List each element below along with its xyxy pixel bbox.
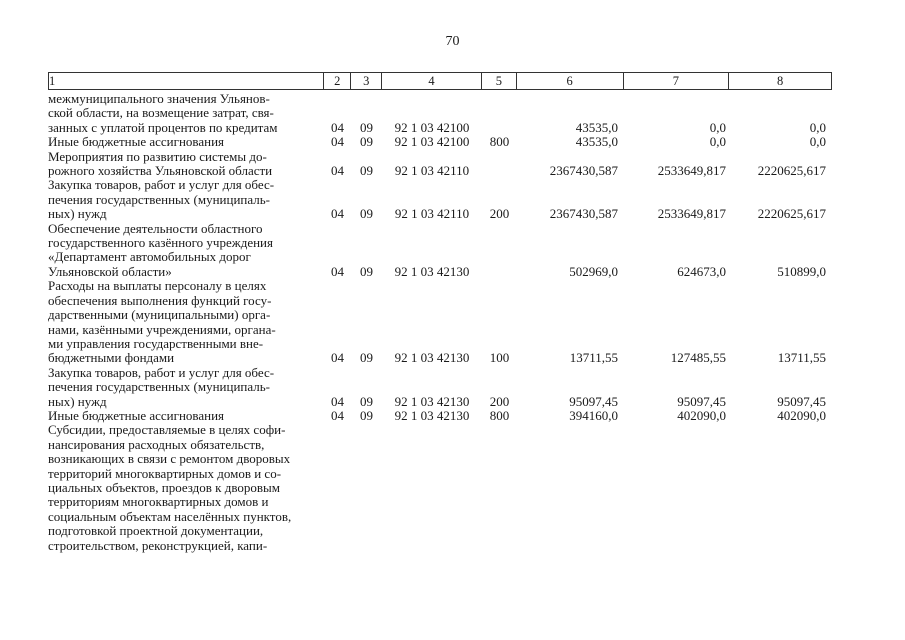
description-line: Субсидии, предоставляемые в целях софи- <box>48 422 286 438</box>
description-line: дарственными (муниципальными) орга- <box>48 307 271 323</box>
amount-col-8: 95097,45 <box>777 393 826 409</box>
amount-col-8: 0,0 <box>809 119 826 135</box>
column-header: 8 <box>777 74 784 88</box>
target-article-code: 92 1 03 42110 <box>394 206 470 222</box>
column-header: 3 <box>351 73 382 89</box>
column-header: 1 <box>49 73 324 89</box>
section-code: 04 <box>331 393 344 409</box>
description-line: Иные бюджетные ассигнования <box>48 407 225 423</box>
description-line: территорий многоквартирных домов и со- <box>48 465 282 481</box>
amount-col-7: 127485,55 <box>670 350 726 366</box>
table-header <box>48 72 832 90</box>
expense-type-code: 800 <box>489 134 510 150</box>
description-line: Закупка товаров, работ и услуг для обес- <box>48 364 275 380</box>
section-code: 04 <box>331 263 344 279</box>
target-article-code: 92 1 03 42100 <box>394 119 470 135</box>
description-line: бюджетными фондами <box>48 350 175 366</box>
row-description <box>48 279 324 365</box>
amount-col-7: 2533649,817 <box>657 206 726 222</box>
description-line: ных) нужд <box>48 393 107 409</box>
description-line: Расходы на выплаты персоналу в целях <box>48 278 267 294</box>
row-description <box>48 135 324 149</box>
row-description <box>48 178 324 221</box>
row-description <box>48 222 324 280</box>
table-row <box>48 135 832 149</box>
amount-col-7: 624673,0 <box>677 263 726 279</box>
subsection-code: 09 <box>360 206 373 222</box>
target-article-code: 92 1 03 42130 <box>394 393 470 409</box>
amount-col-7: 2533649,817 <box>657 163 726 179</box>
row-description <box>48 150 324 179</box>
column-header: 6 <box>517 73 624 89</box>
section-code: 04 <box>331 206 344 222</box>
section-code: 04 <box>331 134 344 150</box>
amount-col-8: 13711,55 <box>777 350 826 366</box>
column-header: 2 <box>324 73 351 89</box>
amount-col-7: 0,0 <box>709 119 726 135</box>
subsection-code: 09 <box>360 134 373 150</box>
amount-col-8: 2220625,617 <box>757 163 826 179</box>
description-line: занных с уплатой процентов по кредитам <box>48 119 278 135</box>
target-article-code: 92 1 03 42130 <box>394 407 470 423</box>
amount-col-6: 43535,0 <box>575 119 618 135</box>
section-code: 04 <box>331 407 344 423</box>
description-line: территориям многоквартирных домов и <box>48 494 269 510</box>
table-row <box>48 366 832 409</box>
description-line: Ульяновской области» <box>48 263 172 279</box>
column-header: 4 <box>382 73 482 89</box>
amount-col-8: 2220625,617 <box>757 206 826 222</box>
description-line: подготовкой проектной документации, <box>48 523 264 539</box>
amount-col-7: 0,0 <box>709 134 726 150</box>
amount-col-8: 402090,0 <box>777 407 826 423</box>
description-line: циальных объектов, проездов к дворовым <box>48 479 281 495</box>
table-row <box>48 423 832 553</box>
amount-col-8: 0,0 <box>809 134 826 150</box>
description-line: Закупка товаров, работ и услуг для обес- <box>48 177 275 193</box>
description-line: ской области, на возмещение затрат, свя- <box>48 105 274 121</box>
description-line: печения государственных (муниципаль- <box>48 191 271 207</box>
table-row <box>48 178 832 221</box>
subsection-code: 09 <box>360 407 373 423</box>
amount-col-6: 95097,45 <box>569 393 618 409</box>
amount-col-6: 2367430,587 <box>549 206 618 222</box>
description-line: Иные бюджетные ассигнования <box>48 134 225 150</box>
amount-col-7: 402090,0 <box>677 407 726 423</box>
expense-type-code: 100 <box>489 350 510 366</box>
amount-col-6: 13711,55 <box>569 350 618 366</box>
description-line: обеспечения выполнения функций госу- <box>48 292 272 308</box>
table-row <box>48 92 832 135</box>
amount-col-6: 502969,0 <box>569 263 618 279</box>
description-line: строительством, реконструкцией, капи- <box>48 537 268 553</box>
amount-col-6: 43535,0 <box>575 134 618 150</box>
table-row <box>48 279 832 365</box>
description-line: рожного хозяйства Ульяновской области <box>48 163 273 179</box>
description-line: «Департамент автомобильных дорог <box>48 249 251 265</box>
subsection-code: 09 <box>360 393 373 409</box>
table-body <box>48 92 832 553</box>
table-row <box>48 222 832 280</box>
row-description <box>48 423 324 553</box>
description-line: печения государственных (муниципаль- <box>48 379 271 395</box>
budget-table <box>48 72 832 553</box>
target-article-code: 92 1 03 42100 <box>394 134 470 150</box>
subsection-code: 09 <box>360 119 373 135</box>
amount-col-6: 2367430,587 <box>549 163 618 179</box>
row-description <box>48 409 324 423</box>
subsection-code: 09 <box>360 350 373 366</box>
section-code: 04 <box>331 119 344 135</box>
description-line: межмуниципального значения Ульянов- <box>48 91 270 106</box>
expense-type-code: 800 <box>489 407 510 423</box>
description-line: Мероприятия по развитию системы до- <box>48 148 267 164</box>
row-description <box>48 92 324 135</box>
target-article-code: 92 1 03 42110 <box>394 163 470 179</box>
table-row <box>48 150 832 179</box>
subsection-code: 09 <box>360 263 373 279</box>
amount-col-7: 95097,45 <box>677 393 726 409</box>
expense-type-code: 200 <box>489 393 510 409</box>
description-line: нансирования расходных обязательств, <box>48 436 265 452</box>
description-line: возникающих в связи с ремонтом дворовых <box>48 451 291 467</box>
column-header: 5 <box>482 73 517 89</box>
description-line: ных) нужд <box>48 206 107 222</box>
amount-col-6: 394160,0 <box>569 407 618 423</box>
description-line: нами, казёнными учреждениями, органа- <box>48 321 276 337</box>
page-number: 70 <box>445 34 460 49</box>
amount-col-8: 510899,0 <box>777 263 826 279</box>
target-article-code: 92 1 03 42130 <box>394 263 470 279</box>
description-line: государственного казённого учреждения <box>48 235 273 251</box>
table-row <box>48 409 832 423</box>
section-code: 04 <box>331 350 344 366</box>
description-line: Обеспечение деятельности областного <box>48 220 263 236</box>
row-description <box>48 366 324 409</box>
section-code: 04 <box>331 163 344 179</box>
column-header: 7 <box>624 73 730 89</box>
expense-type-code: 200 <box>489 206 510 222</box>
description-line: ми управления государственными вне- <box>48 335 264 351</box>
description-line: социальным объектам населённых пунктов, <box>48 508 292 524</box>
target-article-code: 92 1 03 42130 <box>394 350 470 366</box>
subsection-code: 09 <box>360 163 373 179</box>
